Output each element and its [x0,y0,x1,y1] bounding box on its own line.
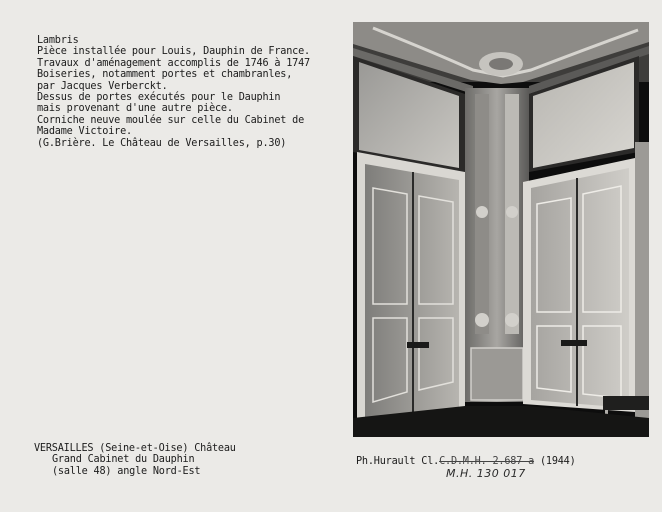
location-block [34,443,236,477]
caption-block [37,35,337,149]
caption-line: Boiseries, notamment portes et chambranles, [37,69,293,81]
caption-line: par Jacques Verberckt. [37,80,168,92]
handwritten-reference: M.H. 130 017 [446,467,526,480]
location-line-corner: (salle 48) angle Nord-Est [52,465,201,477]
credit-year: (1944) [539,456,576,467]
caption-line: Lambris [37,35,79,46]
caption-line: Travaux d'aménagement accomplis de 1746 à 1747 [37,57,310,69]
credit-prefix: Ph.Hurault Cl. [356,456,440,467]
room-photograph [353,22,649,437]
caption-line: Pièce installée pour Louis, Dauphin de France. [37,46,310,58]
caption-line: (G.Brière. Le Château de Versailles, p.30) [37,137,287,149]
caption-line: mais provenant d'une autre pièce. [37,103,233,115]
caption-line: Madame Victoire. [37,126,132,138]
location-line-city: VERSAILLES (Seine-et-Oise) Château [34,443,236,454]
photo-credit [356,456,576,467]
caption-line: Corniche neuve moulée sur celle du Cabinet de [37,114,305,126]
location-line-room: Grand Cabinet du Dauphin [52,454,195,466]
credit-struck-reference: C.D.M.H. 2.687 a [439,456,535,467]
caption-line: Dessus de portes exécutés pour le Dauphin [37,92,281,104]
